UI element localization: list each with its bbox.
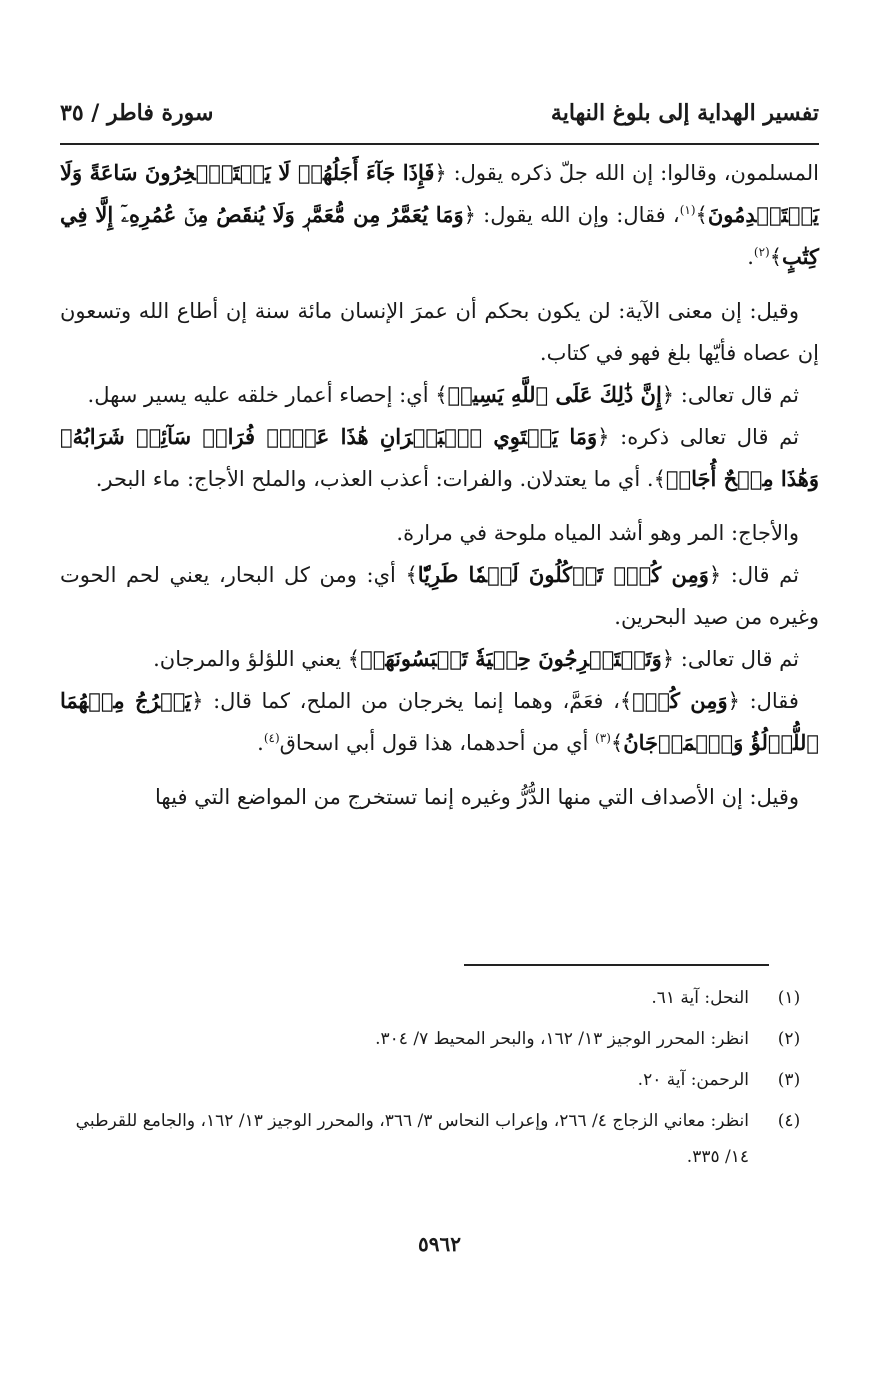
- verse-text: إِنَّ ذَٰلِكَ عَلَى ٱللَّهِ يَسِيرٞ: [447, 382, 662, 407]
- footnote-text: النحل: آية ٦١.: [651, 988, 749, 1008]
- paragraph-5: والأجاج: المر وهو أشد المياه ملوحة في مرارة.: [396, 521, 799, 545]
- footnote-item: [60, 1103, 819, 1175]
- paragraph-text: أي من أحدهما، هذا قول أبي اسحاق: [279, 731, 596, 755]
- footnote-text: انظر: معاني الزجاج ٤/ ٢٦٦، وإعراب النحاس ٣/ ٣٦٦، والمحرر الوجيز ١٣/ ١٦٢، والجامع للقرطبي ١٤/ ٣٣٥.: [75, 1111, 749, 1167]
- paragraph-9: وقيل: إن الأصداف التي منها الدُّرُّ وغيره إنما تستخرج من المواضع التي فيها: [155, 785, 799, 809]
- quran-verse: [620, 688, 740, 713]
- header-rule: [60, 143, 819, 145]
- main-text: [60, 152, 819, 818]
- paragraph-text: ، فقال: وإن الله يقول:: [475, 203, 680, 227]
- paragraph-text: المسلمون، وقالوا: إن الله جلّ ذكره يقول:: [446, 161, 820, 185]
- ornament-close: ﴾: [619, 689, 633, 713]
- paragraph-text: .: [257, 731, 264, 755]
- footnote-ref[interactable]: (١): [679, 203, 696, 217]
- footnote-separator: [464, 964, 769, 966]
- ornament-close: ﴾: [653, 467, 666, 491]
- footnote-text: انظر: المحرر الوجيز ١٣/ ١٦٢، والبحر المحيط ٧/ ٣٠٤.: [375, 1029, 749, 1049]
- footnote-number: (٢): [777, 1029, 801, 1049]
- paragraph-4: [60, 416, 819, 500]
- paragraph-2: وقيل: إن معنى الآية: لن يكون بحكم أن عمرَ الإنسان مائة سنة إن أطاع الله وتسعون إن عصاه فأيّها بلغ فهو في كتاب.: [60, 299, 819, 365]
- footnote-ref[interactable]: (٢): [753, 245, 770, 259]
- ornament-close: ﴾: [347, 647, 361, 671]
- paragraph-text: . أي ما يعتدلان. والفرات: أعذب العذب، والملح الأجاج: ماء البحر.: [95, 467, 654, 491]
- paragraph-1: [60, 152, 819, 278]
- paragraph-text: ثم قال تعالى:: [674, 647, 799, 671]
- ornament-open: ﴿: [661, 647, 675, 671]
- footnote-number: (٣): [777, 1070, 801, 1090]
- footnote-item: [60, 980, 819, 1016]
- footnote-ref[interactable]: (٤): [263, 731, 280, 745]
- paragraph-text: ثم قال:: [721, 563, 799, 587]
- verse-text: يَخۡرُجُ مِنۡهُمَا ٱللُّؤۡلُؤُ وَٱلۡمَرۡجَانُ: [60, 688, 819, 755]
- verse-text: وَمَا يَسۡتَوِي ٱلۡبَحۡرَانِ هَٰذَا عَذۡبٞ فُرَاتٞ سَآئِغٞ شَرَابُهُۥ وَهَٰذَا مِلۡحٌ أُجَاجٞ: [60, 424, 819, 491]
- ornament-close: ﴾: [769, 245, 783, 269]
- verse-text: فَإِذَا جَآءَ أَجَلُهُمۡ لَا يَسۡتَـٔۡخِرُونَ سَاعَةً وَلَا يَسۡتَقۡدِمُونَ: [60, 160, 819, 227]
- quran-verse: [435, 382, 674, 407]
- paragraph-text: يعني اللؤلؤ والمرجان.: [153, 647, 348, 671]
- surah-label: سورة فاطر / ٣٥: [60, 100, 214, 126]
- footnote-ref[interactable]: (٣): [595, 731, 611, 745]
- quran-verse: [348, 646, 674, 671]
- ornament-open: ﴿: [661, 383, 675, 407]
- paragraph-text: فقال:: [739, 689, 799, 713]
- ornament-close: ﴾: [610, 731, 624, 755]
- paragraph-7: [60, 638, 819, 680]
- footnote-text: الرحمن: آية ٢٠.: [637, 1070, 749, 1090]
- footnote-number: (٤): [777, 1111, 801, 1131]
- paragraph-text: ثم قال تعالى ذكره:: [609, 425, 799, 449]
- footnote-number: (١): [777, 988, 801, 1008]
- paragraph-text: ثم قال تعالى:: [674, 383, 799, 407]
- verse-text: وَمَا يُعَمَّرُ مِن مُّعَمَّرٖ وَلَا يُنقَصُ مِنۡ عُمُرِهِۦٓ إِلَّا فِي كِتَٰبٍ: [60, 202, 819, 269]
- paragraph-3: [60, 374, 819, 416]
- paragraph-text: أي: إحصاء أعمار خلقه عليه يسير سهل.: [87, 383, 436, 407]
- verse-text: وَمِن كُلّٖ تَأۡكُلُونَ لَحۡمٗا طَرِيّٗا: [417, 562, 709, 587]
- ornament-close: ﴾: [695, 203, 708, 227]
- ornament-open: ﴿: [727, 689, 740, 713]
- footnote-item: [60, 1062, 819, 1098]
- paragraph-text: أي: ومن كل البحار، يعني لحم الحوت وغيره من صيد البحرين.: [60, 563, 819, 629]
- ornament-open: ﴿: [463, 203, 476, 227]
- footnotes: [60, 980, 819, 1180]
- verse-text: وَتَسۡتَخۡرِجُونَ حِلۡيَةٗ تَلۡبَسُونَهَاۖ: [360, 646, 662, 671]
- ornament-close: ﴾: [435, 383, 448, 407]
- paragraph-text: .: [747, 245, 754, 269]
- ornament-close: ﴾: [405, 563, 418, 587]
- ornament-open: ﴿: [191, 689, 204, 713]
- ornament-open: ﴿: [708, 563, 722, 587]
- paragraph-6: [60, 554, 819, 638]
- footnote-item: [60, 1021, 819, 1057]
- paragraph-8: [60, 680, 819, 764]
- ornament-open: ﴿: [434, 161, 447, 185]
- verse-text: وَمِن كُلّٖ: [632, 688, 728, 713]
- book-title: تفسير الهداية إلى بلوغ النهاية: [550, 100, 819, 126]
- quran-verse: [405, 562, 721, 587]
- ornament-open: ﴿: [597, 425, 610, 449]
- page-number: ٥٩٦٢: [418, 1232, 461, 1256]
- running-header: [60, 96, 819, 136]
- paragraph-text: ، فعَمَّ، وهما إنما يخرجان من الملح، كما قال:: [203, 689, 620, 713]
